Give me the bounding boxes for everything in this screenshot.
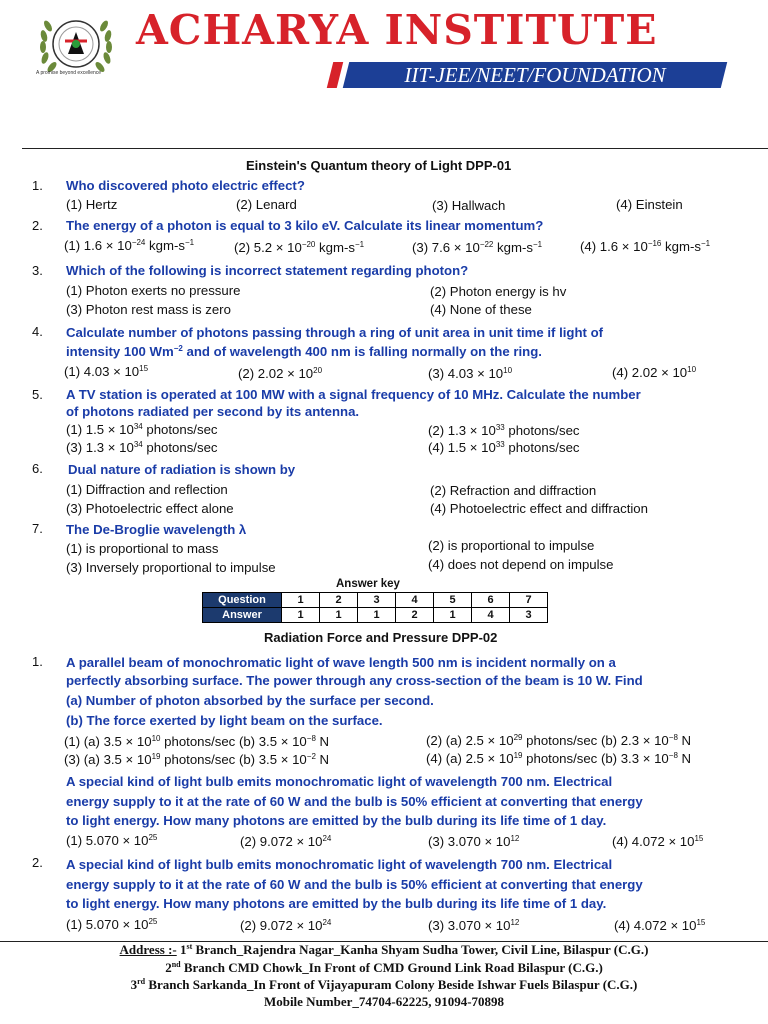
dpp2-extra-option-3: (3) $3.070 \times 10^{12}$ xyxy=(428,834,520,849)
q3-number: 3. xyxy=(32,263,43,278)
q7-option-3: (3) Inversely proportional to impulse xyxy=(66,560,276,575)
q5-option-4: (4) $1.5 \times 10^{33}$ photons/sec xyxy=(428,440,580,455)
q5-option-2: (2) $1.3 \times 10^{33}$ photons/sec xyxy=(428,423,580,438)
dpp2-q1-text-line1: A parallel beam of monochromatic light of wave length 500 nm is incident normally on a xyxy=(66,655,616,670)
q3-option-4: (4) None of these xyxy=(430,302,532,317)
q5-option-3: (3) $1.3 \times 10^{34}$ photons/sec xyxy=(66,440,218,455)
q2-number: 2. xyxy=(32,218,43,233)
q7-option-2: (2) is proportional to impulse xyxy=(428,538,595,553)
footer-line-4: Mobile Number_74704-62225, 91094-70898 xyxy=(263,994,505,1009)
q1-number: 1. xyxy=(32,178,43,193)
q6-text: Dual nature of radiation is shown by xyxy=(68,462,296,477)
dpp2-q2-option-3: (3) $3.070 \times 10^{12}$ xyxy=(428,918,520,933)
dpp2-extra-option-1: (1) $5.070 \times 10^{25}$ xyxy=(66,833,158,848)
answer-key-cell: 6 xyxy=(472,593,510,608)
institute-name: ACHARYA INSTITUTE xyxy=(136,6,658,54)
header-rule xyxy=(22,148,768,149)
answer-key-cell: 1 xyxy=(358,608,396,623)
q7-number: 7. xyxy=(32,521,43,536)
dpp2-title: Radiation Force and Pressure DPP-02 xyxy=(264,630,498,645)
q7-option-1: (1) is proportional to mass xyxy=(66,541,219,556)
answer-key-cell: 1 xyxy=(282,608,320,623)
answer-key-cell: 1 xyxy=(282,593,320,608)
q6-number: 6. xyxy=(32,461,43,476)
q5-text-line2: of photons radiated per second by its antenna. xyxy=(66,404,360,419)
q4-option-2: (2) $2.02 \times 10^{20}$ xyxy=(238,366,323,381)
q5-option-1: (1) $1.5 \times 10^{34}$ photons/sec xyxy=(66,422,218,437)
answer-key-answer-row xyxy=(203,608,548,623)
dpp2-extra-text-line2: energy supply to it at the rate of 60 W and the bulb is 50% efficient at converting that energy xyxy=(66,794,643,809)
answer-key-table xyxy=(202,592,548,623)
dpp2-q2-text-line2: energy supply to it at the rate of 60 W and the bulb is 50% efficient at converting that energy xyxy=(66,877,643,892)
q3-text: Which of the following is incorrect statement regarding photon? xyxy=(66,263,469,278)
dpp2-q2-number: 2. xyxy=(32,855,43,870)
ribbon-accent xyxy=(327,62,343,88)
dpp2-q1-text-line2: perfectly absorbing surface. The power through any cross-section of the beam is 10 W. Find xyxy=(66,673,643,688)
dpp2-q2-option-2: (2) $9.072 \times 10^{24}$ xyxy=(240,918,332,933)
q7-text: The De-Broglie wavelength λ xyxy=(66,522,247,537)
q1-option-3: (3) Hallwach xyxy=(432,198,506,213)
q4-text-line1: Calculate number of photons passing through a ring of unit area in unit time if light of xyxy=(66,325,604,340)
logo-tagline: A promise beyond excellence xyxy=(36,70,102,76)
answer-key-cell: 3 xyxy=(358,593,396,608)
answer-key-cell: 7 xyxy=(510,593,548,608)
answer-key-row-label: Answer xyxy=(203,608,282,623)
dpp2-q2-text-line3: to light energy. How many photons are emitted by the bulb during its life time of 1 day. xyxy=(66,896,607,911)
dpp2-extra-option-4: (4) $4.072 \times 10^{15}$ xyxy=(612,834,704,849)
q3-option-3: (3) Photon rest mass is zero xyxy=(66,302,231,317)
q1-option-4: (4) Einstein xyxy=(616,197,683,212)
q4-option-4: (4) $2.02 \times 10^{10}$ xyxy=(612,365,697,380)
q4-option-3: (3) $4.03 \times 10^{10}$ xyxy=(428,366,513,381)
dpp2-q1-text-line3: (a) Number of photon absorbed by the surface per second. xyxy=(66,693,434,708)
answer-key-cell: 2 xyxy=(320,593,358,608)
answer-key-cell: 3 xyxy=(510,608,548,623)
q4-number: 4. xyxy=(32,324,43,339)
dpp2-extra-text-line1: A special kind of light bulb emits monochromatic light of wavelength 700 nm. Electrical xyxy=(66,774,613,789)
q5-number: 5. xyxy=(32,387,43,402)
q6-option-4: (4) Photoelectric effect and diffraction xyxy=(430,501,648,516)
answer-key-cell: 4 xyxy=(396,593,434,608)
dpp2-q1-option-1: (1) (a) $3.5 \times 10^{10}$ photons/sec (b) $3.5 \times 10^{-8}$ N xyxy=(64,734,330,749)
q6-option-3: (3) Photoelectric effect alone xyxy=(66,501,234,516)
subtitle-text: IIT-JEE/NEET/FOUNDATION xyxy=(404,63,666,87)
dpp2-q1-option-3: (3) (a) $3.5 \times 10^{19}$ photons/sec (b) $3.5 \times 10^{-2}$ N xyxy=(64,752,330,767)
q3-option-2: (2) Photon energy is hv xyxy=(430,284,567,299)
q2-option-2: (2) $5.2 \times 10^{-20}$ kgm-$s^{-1}$ xyxy=(234,240,365,255)
q1-text: Who discovered photo electric effect? xyxy=(66,178,305,193)
answer-key-cell: 2 xyxy=(396,608,434,623)
dpp2-q1-number: 1. xyxy=(32,654,43,669)
dpp2-q2-option-4: (4) $4.072 \times 10^{15}$ xyxy=(614,918,706,933)
q6-option-2: (2) Refraction and diffraction xyxy=(430,483,597,498)
q3-option-1: (1) Photon exerts no pressure xyxy=(66,283,241,298)
dpp2-q1-text-line4: (b) The force exerted by light beam on the surface. xyxy=(66,713,383,728)
q6-option-1: (1) Diffraction and reflection xyxy=(66,482,228,497)
dpp2-q2-option-1: (1) $5.070 \times 10^{25}$ xyxy=(66,917,158,932)
q5-text-line1: A TV station is operated at 100 MW with a signal frequency of 10 MHz. Calculate the number xyxy=(66,387,641,402)
dpp2-q2-text-line1: A special kind of light bulb emits monochromatic light of wavelength 700 nm. Electrical xyxy=(66,857,613,872)
dpp1-title: Einstein's Quantum theory of Light DPP-01 xyxy=(246,158,512,173)
answer-key-question-row xyxy=(203,593,548,608)
q7-option-4: (4) does not depend on impulse xyxy=(428,557,614,572)
answer-key-title: Answer key xyxy=(336,578,400,590)
footer-line-1: Address :- 1st Branch_Rajendra Nagar_Kanha Shyam Sudha Tower, Civil Line, Bilaspur (C.G.) xyxy=(119,942,649,957)
footer-line-3: 3rd Branch Sarkanda_In Front of Vijayapuram Colony Beside Ishwar Fuels Bilaspur (C.G.) xyxy=(130,977,638,992)
answer-key-cell: 4 xyxy=(472,608,510,623)
q2-text: The energy of a photon is equal to 3 kilo eV. Calculate its linear momentum? xyxy=(66,218,544,233)
q2-option-3: (3) $7.6 \times 10^{-22}$ kgm-$s^{-1}$ xyxy=(412,240,543,255)
q2-option-4: (4) $1.6 \times 10^{-16}$ kgm-$s^{-1}$ xyxy=(580,239,711,254)
answer-key-cell: 1 xyxy=(434,608,472,623)
dpp2-extra-text-line3: to light energy. How many photons are emitted by the bulb during its life time of 1 day. xyxy=(66,813,607,828)
answer-key-cell: 1 xyxy=(320,608,358,623)
answer-key-row-label: Question xyxy=(203,593,282,608)
answer-key-cell: 5 xyxy=(434,593,472,608)
dpp2-extra-option-2: (2) $9.072 \times 10^{24}$ xyxy=(240,834,332,849)
q2-option-1: (1) $1.6 \times 10^{-24}$ kgm-$s^{-1}$ xyxy=(64,238,195,253)
q4-text-line2: intensity 100 $Wm^{-2}$ and of wavelength 400 nm is falling normally on the ring. xyxy=(66,344,542,359)
q1-option-2: (2) Lenard xyxy=(236,197,297,212)
q1-option-1: (1) Hertz xyxy=(66,197,118,212)
footer-line-2: 2nd Branch CMD Chowk_In Front of CMD Ground Link Road Bilaspur (C.G.) xyxy=(165,960,603,975)
dpp2-q1-option-2: (2) (a) $2.5 \times 10^{29}$ photons/sec (b) $2.3 \times 10^{-8}$ N xyxy=(426,733,692,748)
dpp2-q1-option-4: (4) (a) $2.5 \times 10^{19}$ photons/sec (b) $3.3 \times 10^{-8}$ N xyxy=(426,751,692,766)
q4-option-1: (1) $4.03 \times 10^{15}$ xyxy=(64,364,149,379)
